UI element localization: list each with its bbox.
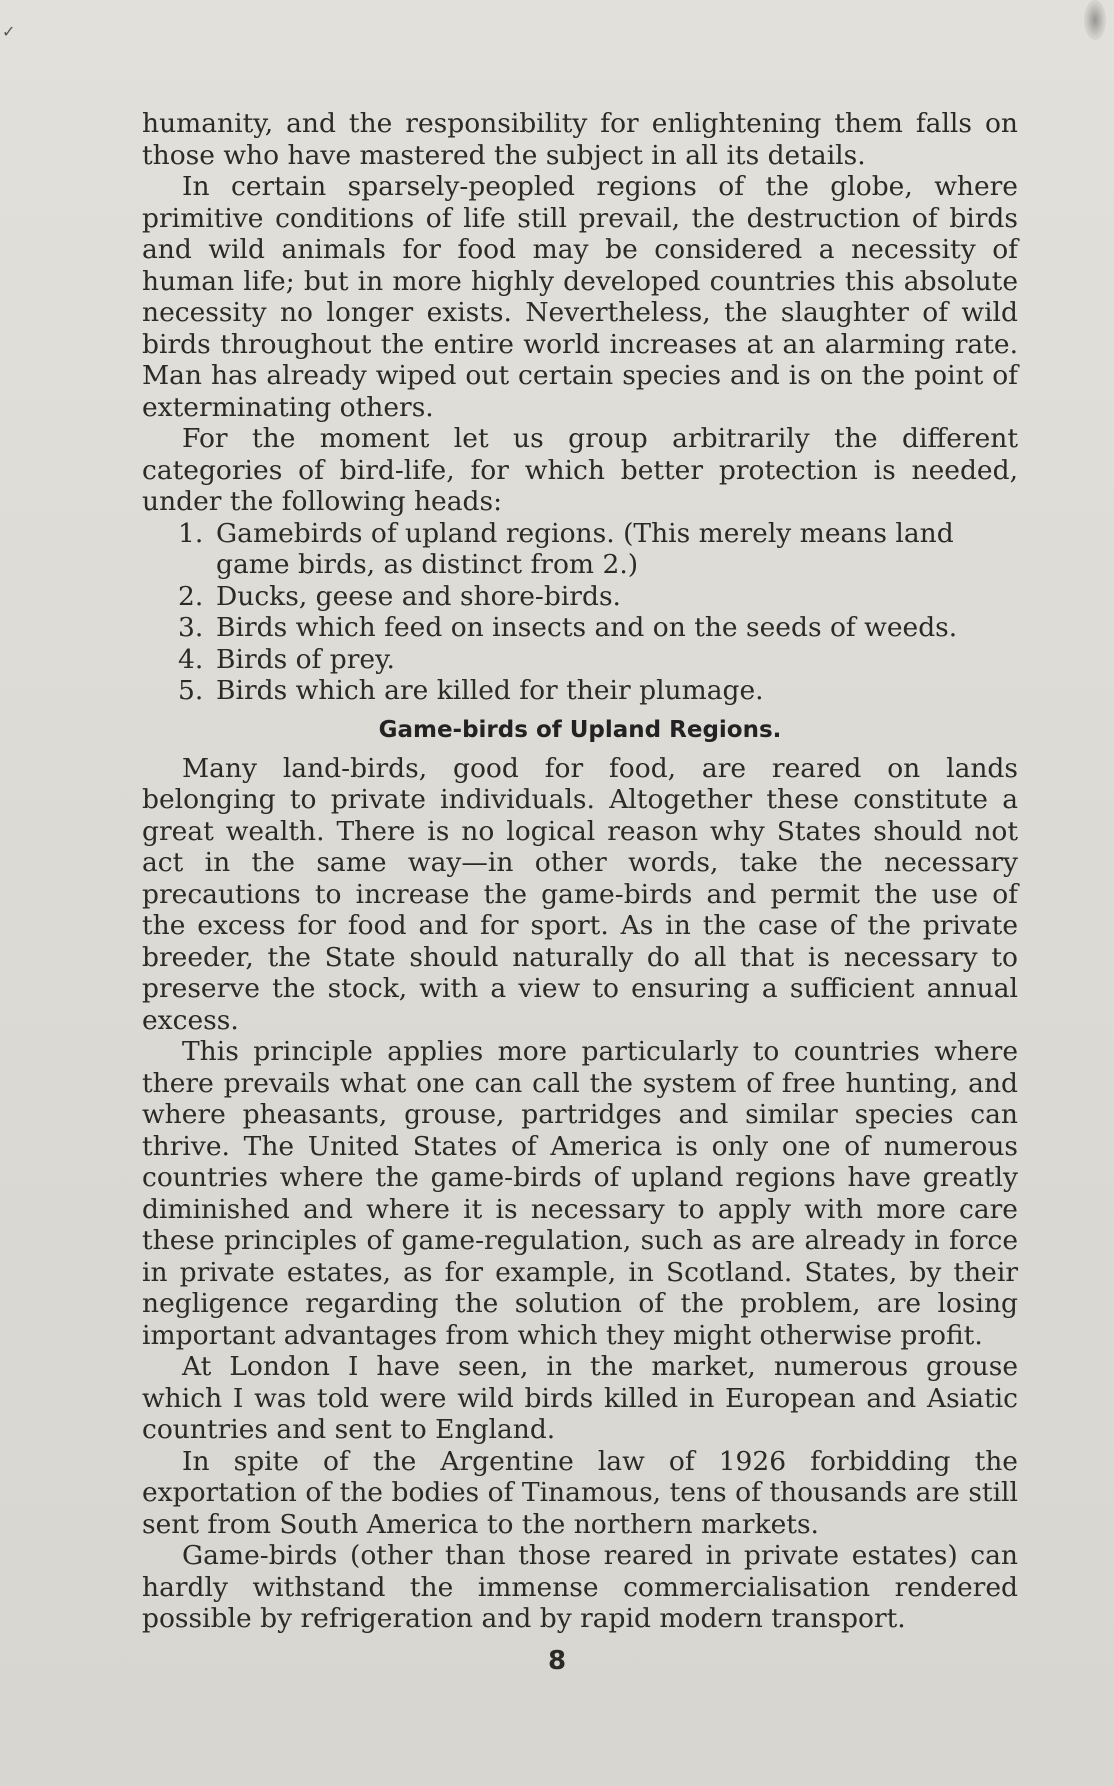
paragraph: Many land-birds, good for food, are reared on lands belonging to private individuals. Altogether these constitute a great wealth. There is no logical reason why States should not act in the same way—in other words, take the necessary precautions to increase the game-birds and permit the use of the excess for food and for sport. As in the case of the private breeder, the State should naturally do all that is necessary to preserve the stock, with a view to ensuring a sufficient annual excess. [142, 752, 1018, 1036]
list-text: Ducks, geese and shore-birds. [216, 580, 621, 612]
list-text: Gamebirds of upland regions. (This merely means land game birds, as distinct from 2.) [216, 517, 954, 580]
list-item [178, 612, 1018, 644]
paragraph: In spite of the Argentine law of 1926 forbidding the exportation of the bodies of Tinamous, tens of thousands are still sent from South America to the northern markets. [142, 1445, 1018, 1540]
list-number: 4. [178, 643, 204, 675]
body-text [142, 108, 1018, 1635]
paragraph: Game-birds (other than those reared in private estates) can hardly withstand the immense commercialisation rendered possible by refrigeration and by rapid modern transport. [142, 1540, 1018, 1634]
list-item [178, 518, 1018, 581]
paragraph: In certain sparsely-peopled regions of the globe, where primitive conditions of life still prevail, the destruction of birds and wild animals for food may be considered a necessity of human life; but in more highly developed countries this absolute necessity no longer exists. Nevertheless, the slaughter of wild birds throughout the entire world increases at an alarming rate. Man has already wiped out certain species and is on the point of exterminating others. [142, 171, 1018, 423]
paragraph: humanity, and the responsibility for enlightening them falls on those who have mastered the subject in all its details. [142, 108, 1018, 171]
list-text: Birds of prey. [216, 643, 395, 675]
scan-shadow [1084, 0, 1106, 40]
list-item [178, 675, 1018, 707]
corner-tick-mark: ✓ [2, 22, 16, 41]
list-item [178, 644, 1018, 676]
paragraph: For the moment let us group arbitrarily the different categories of bird-life, for which better protection is needed, under the following heads: [142, 423, 1018, 517]
page-number: 8 [547, 1646, 567, 1676]
paragraph: At London I have seen, in the market, numerous grouse which I was told were wild birds killed in European and Asiatic countries and sent to England. [142, 1351, 1018, 1445]
list-number: 5. [178, 675, 204, 706]
list-number: 2. [178, 580, 204, 612]
list-number: 3. [178, 612, 204, 643]
list-item [178, 581, 1018, 613]
category-list [142, 518, 1018, 707]
list-number: 1. [178, 517, 204, 549]
list-text: Birds which are killed for their plumage. [216, 675, 764, 706]
paragraph: This principle applies more particularly to countries where there prevails what one can call the system of free hunting, and where pheasants, grouse, partridges and similar species can thrive. The United States of America is only one of numerous countries where the game-birds of upland regions have greatly diminished and where it is necessary to apply with more care these principles of game-regulation, such as are already in force in private estates, as for example, in Scotland. States, by their negligence regarding the solution of the problem, are losing important advantages from which they might otherwise profit. [142, 1036, 1018, 1351]
section-heading: Game-birds of Upland Regions. [378, 716, 782, 743]
list-text: Birds which feed on insects and on the seeds of weeds. [216, 612, 958, 643]
